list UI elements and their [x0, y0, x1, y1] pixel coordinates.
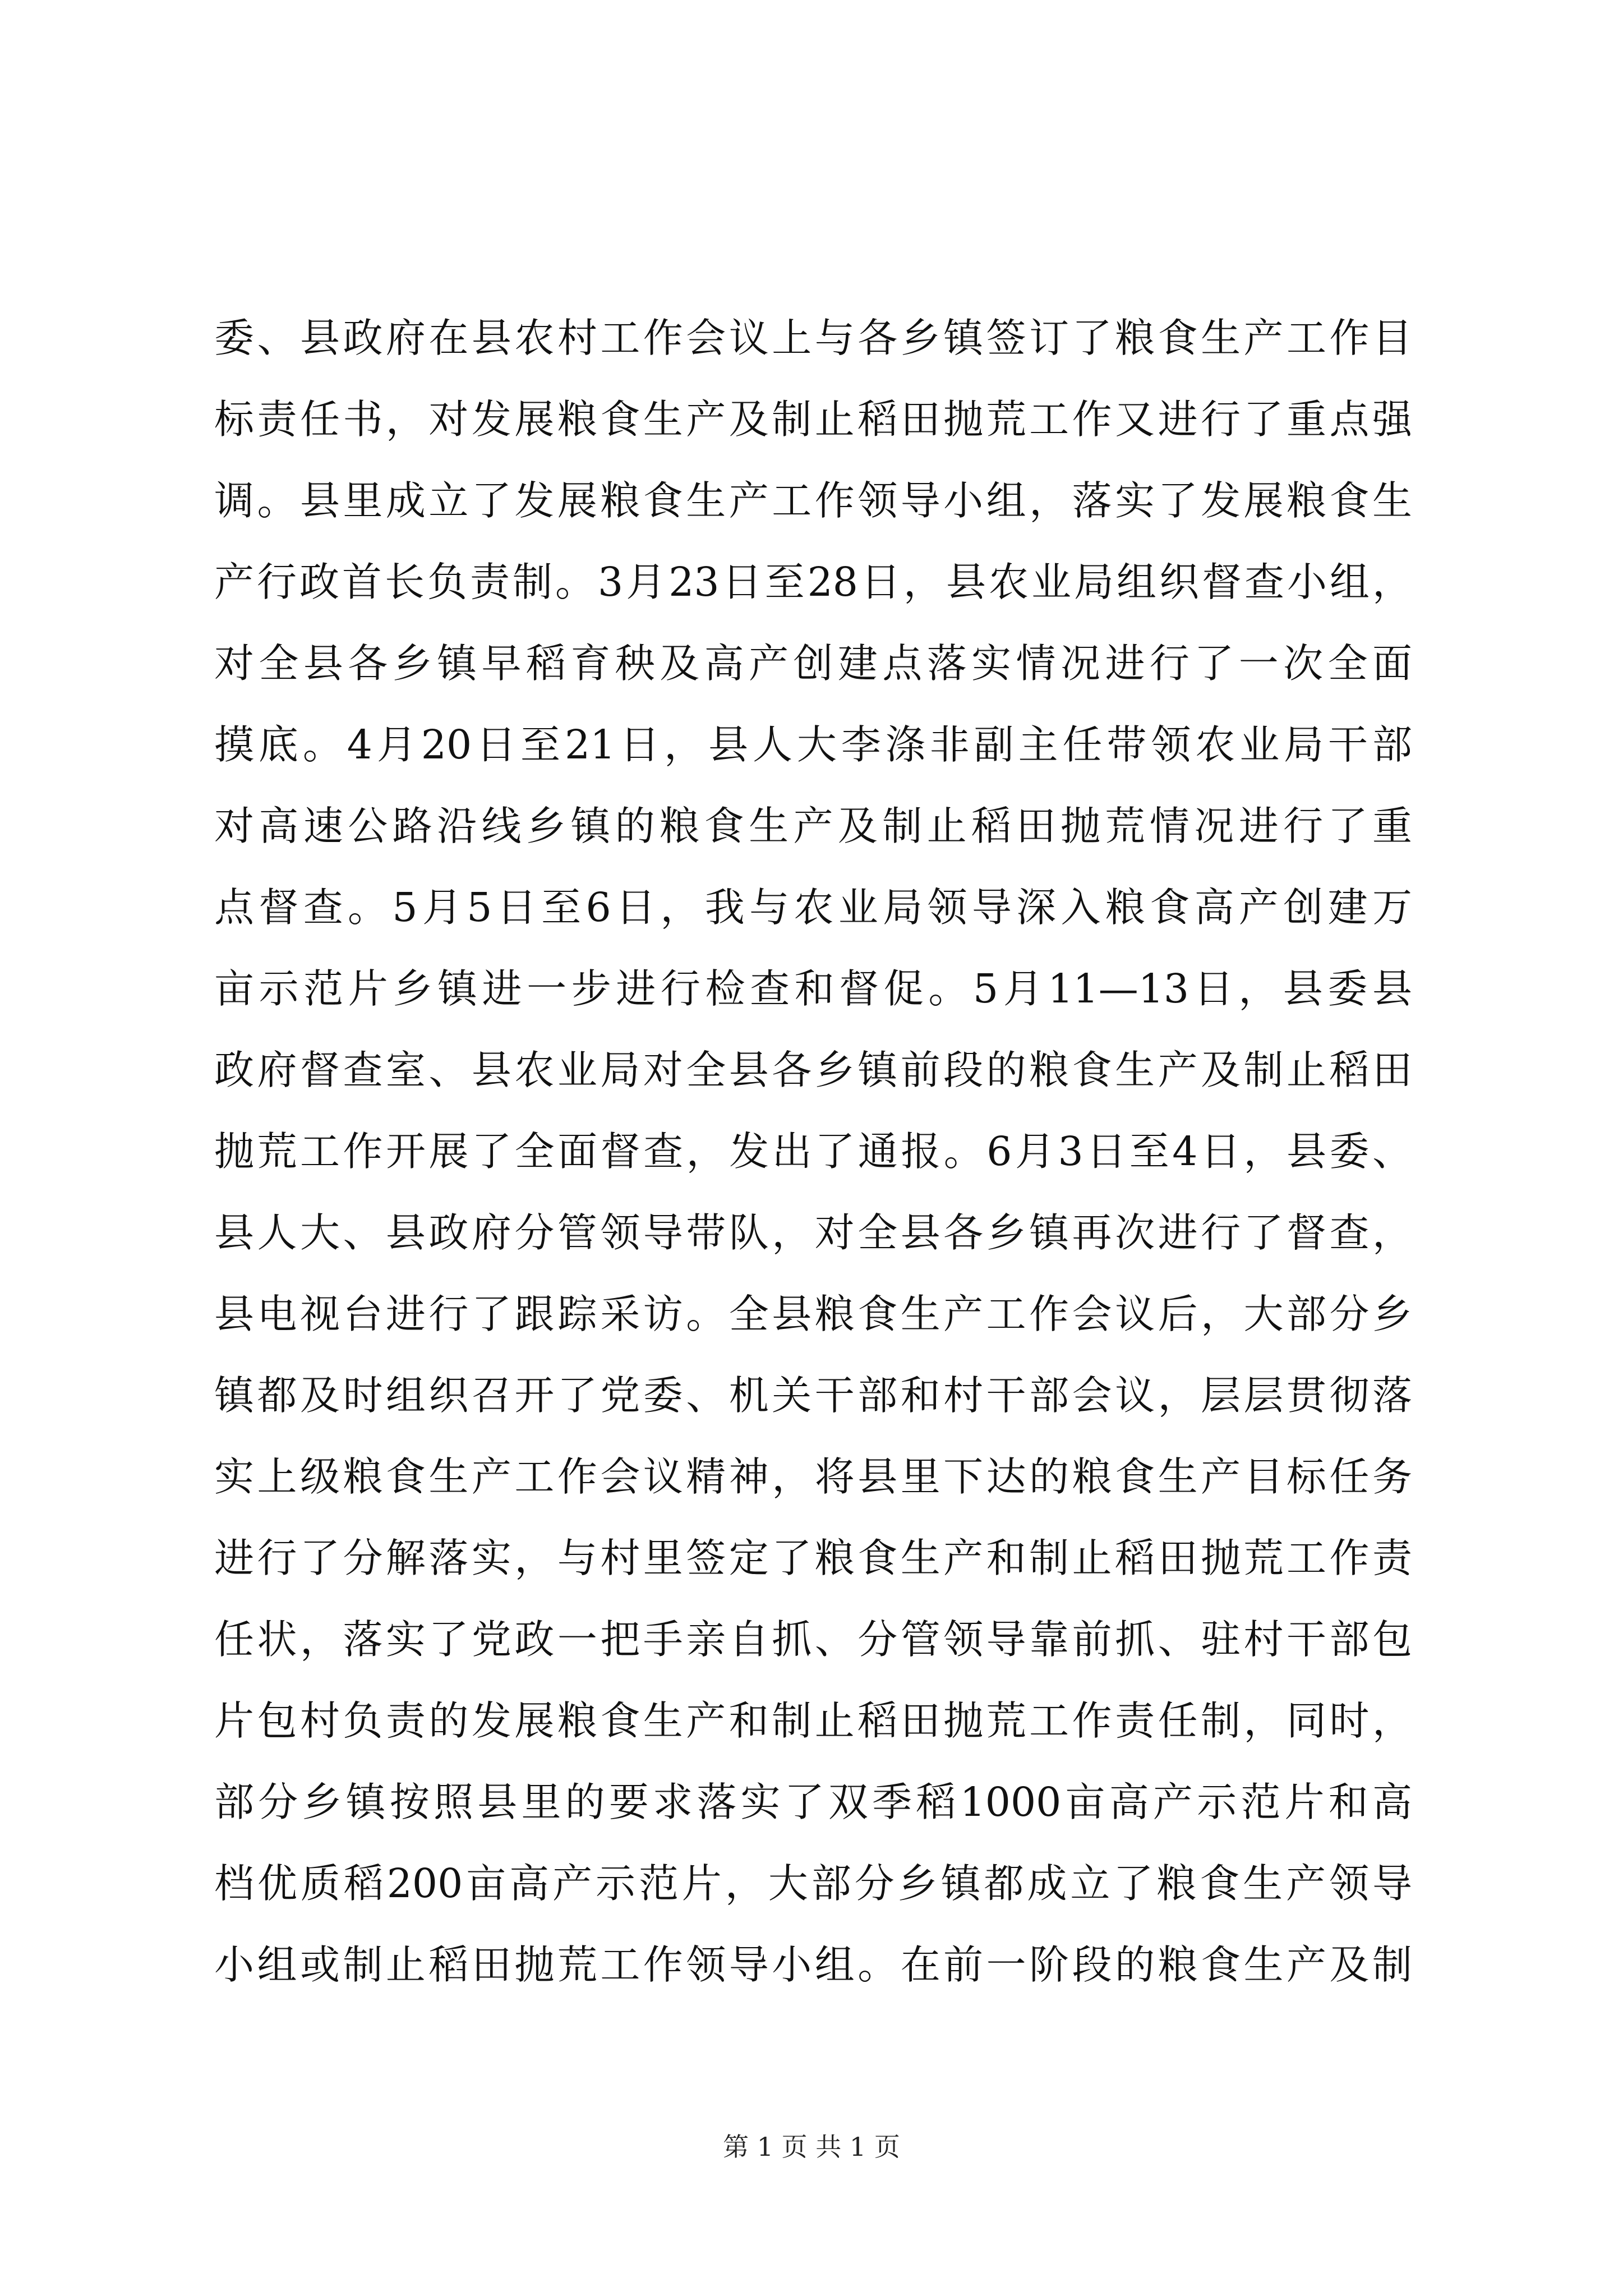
text-line: 政府督查室、县农业局对全县各乡镇前段的粮食生产及制止稻田	[214, 1047, 1412, 1093]
text-line: 镇都及时组织召开了党委、机关干部和村干部会议，层层贯彻落	[214, 1372, 1412, 1419]
text-line: 抛荒工作开展了全面督查，发出了通报。6月3日至4日，县委、	[214, 1128, 1412, 1175]
page-number-footer: 第 1 页 共 1 页	[723, 2132, 900, 2162]
text-line: 调。县里成立了发展粮食生产工作领导小组，落实了发展粮食生	[214, 477, 1412, 524]
text-line: 产行政首长负责制。3月23日至28日，县农业局组织督查小组，	[214, 559, 1412, 605]
text-line: 实上级粮食生产工作会议精神，将县里下达的粮食生产目标任务	[214, 1453, 1412, 1500]
text-line: 标责任书，对发展粮食生产及制止稻田抛荒工作又进行了重点强	[214, 396, 1412, 443]
text-line: 片包村负责的发展粮食生产和制止稻田抛荒工作责任制，同时，	[214, 1697, 1412, 1744]
text-line: 摸底。4月20日至21日，县人大李涤非副主任带领农业局干部	[214, 721, 1412, 768]
text-line: 档优质稻200亩高产示范片，大部分乡镇都成立了粮食生产领导	[214, 1860, 1412, 1907]
text-line: 任状，落实了党政一把手亲自抓、分管领导靠前抓、驻村干部包	[214, 1616, 1412, 1663]
body-text	[214, 297, 1412, 2005]
text-line: 小组或制止稻田抛荒工作领导小组。在前一阶段的粮食生产及制	[214, 1941, 1412, 1988]
text-line: 对高速公路沿线乡镇的粮食生产及制止稻田抛荒情况进行了重	[214, 803, 1412, 849]
text-line: 对全县各乡镇早稻育秧及高产创建点落实情况进行了一次全面	[214, 640, 1412, 687]
text-line: 委、县政府在县农村工作会议上与各乡镇签订了粮食生产工作目	[214, 315, 1412, 361]
text-line: 县电视台进行了跟踪采访。全县粮食生产工作会议后，大部分乡	[214, 1291, 1412, 1337]
text-line: 进行了分解落实，与村里签定了粮食生产和制止稻田抛荒工作责	[214, 1535, 1412, 1581]
text-line: 点督查。5月5日至6日，我与农业局领导深入粮食高产创建万	[214, 884, 1412, 931]
text-line: 县人大、县政府分管领导带队，对全县各乡镇再次进行了督查，	[214, 1209, 1412, 1256]
text-line: 亩示范片乡镇进一步进行检查和督促。5月11—13日，县委县	[214, 965, 1412, 1012]
text-line: 部分乡镇按照县里的要求落实了双季稻1000亩高产示范片和高	[214, 1779, 1412, 1825]
